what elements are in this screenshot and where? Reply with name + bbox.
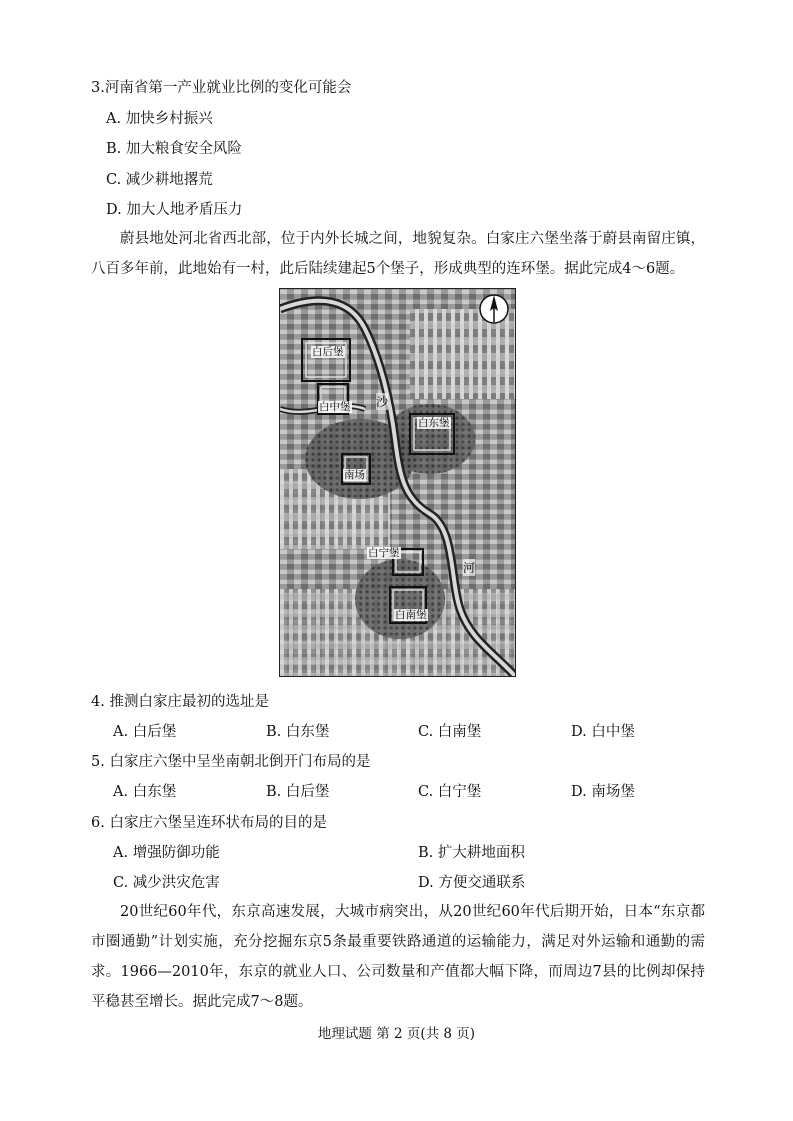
q5-option-c: C. 白宁堡 — [418, 784, 482, 800]
q6-option-c: C. 减少洪灾危害 — [113, 875, 220, 891]
q5-option-b: B. 白后堡 — [266, 784, 330, 800]
q6-option-a: A. 增强防御功能 — [113, 845, 220, 861]
q3-option-b: B. 加大粮食安全风险 — [106, 141, 242, 157]
q3-stem: 3.河南省第一产业就业比例的变化可能会 — [91, 80, 352, 96]
passage-weixian: 蔚县地处河北省西北部，位于内外长城之间，地貌复杂。白家庄六堡坐落于蔚县南留庄镇，八百多年前，此地始有一村，此后陆续建起5个堡子，形成典型的连环堡。据此完成4～6题。 — [91, 231, 705, 277]
q4-option-c: C. 白南堡 — [418, 724, 482, 740]
compass-rose-icon — [480, 295, 508, 323]
page-footer: 地理试题 第 2 页(共 8 页) — [317, 1026, 476, 1042]
q5-stem: 5. 白家庄六堡中呈坐南朝北倒开门布局的是 — [91, 754, 371, 770]
q6-option-b: B. 扩大耕地面积 — [418, 845, 525, 861]
q4-stem: 4. 推测白家庄最初的选址是 — [91, 694, 269, 710]
q3-option-d: D. 加大人地矛盾压力 — [106, 202, 243, 218]
q6-stem: 6. 白家庄六堡呈连环状布局的目的是 — [91, 815, 327, 831]
q4-option-a: A. 白后堡 — [113, 724, 177, 740]
q6-option-d: D. 方便交通联系 — [418, 875, 526, 891]
label-baining: 白宁堡 — [368, 547, 400, 559]
q5-option-a: A. 白东堡 — [113, 784, 177, 800]
label-nanchang: 南场 — [344, 469, 365, 481]
label-river-sha: 沙 — [376, 395, 389, 409]
q3-option-c: C. 减少耕地撂荒 — [106, 172, 213, 188]
label-baidong: 白东堡 — [418, 417, 450, 429]
q4-option-d: D. 白中堡 — [571, 724, 635, 740]
q5-option-d: D. 南场堡 — [571, 784, 635, 800]
label-river-he: 河 — [463, 561, 476, 575]
label-bainan: 白南堡 — [395, 609, 427, 621]
satellite-map — [279, 288, 516, 677]
q3-option-a: A. 加快乡村振兴 — [106, 111, 213, 127]
label-baihou: 白后堡 — [312, 346, 344, 358]
q4-option-b: B. 白东堡 — [266, 724, 330, 740]
passage-tokyo: 20世纪60年代，东京高速发展，大城市病突出，从20世纪60年代后期开始，日本“东京都市圈通勤”计划实施，充分挖掘东京5条最重要铁路通道的运输能力，满足对外运输和通勤的需求。1966—2010年，东京的就业人口、公司数量和产值都大幅下降，而周边7县的比例却保持平稳甚至增长。据此完成7～8题。 — [91, 904, 705, 1010]
label-baizhong: 白中堡 — [319, 401, 351, 413]
